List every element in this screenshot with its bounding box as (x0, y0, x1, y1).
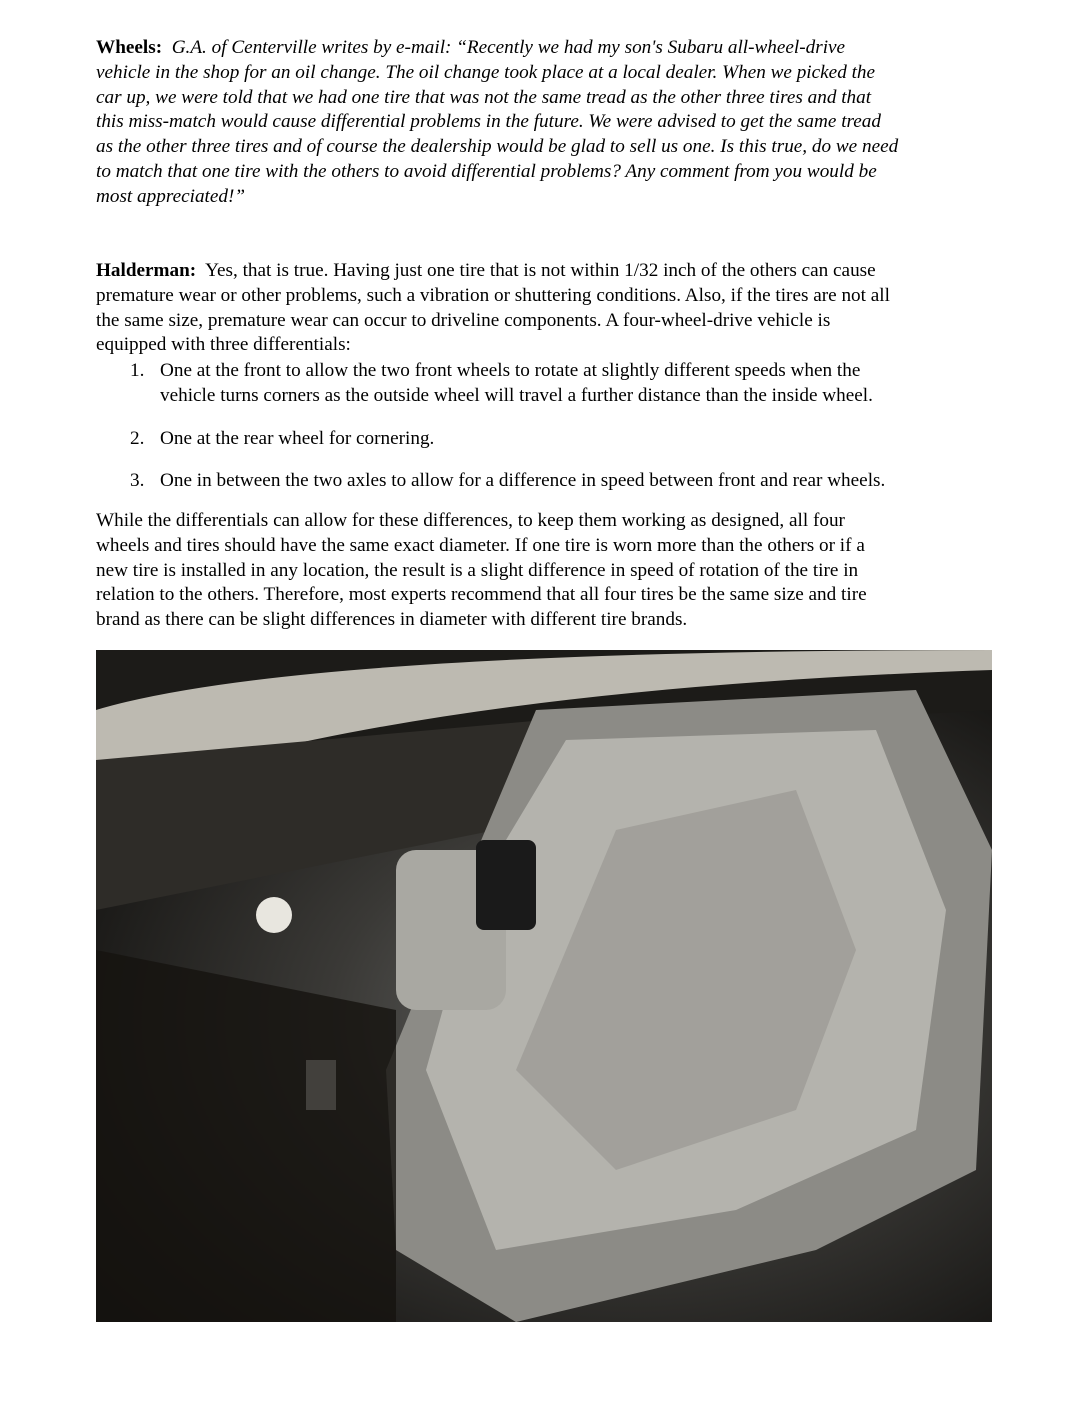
conclusion-line: relation to the others. Therefore, most experts recommend that all four tires be the same size and tire (96, 584, 867, 606)
question-line: most appreciated!” (96, 185, 246, 207)
differential-photo-drawing (96, 650, 992, 1322)
list-line: One at the front to allow the two front wheels to rotate at slightly different speeds when the (160, 360, 861, 381)
conclusion-line: wheels and tires should have the same exact diameter. If one tire is worn more than the others or if a (96, 534, 865, 556)
question-line: to match that one tire with the others to avoid differential problems? Any comment from you would be (96, 160, 877, 182)
answer-line: Yes, that is true. Having just one tire that is not within 1/32 inch of the others can cause (205, 260, 876, 281)
question-line: as the other three tires and of course the dealership would be glad to sell us one. Is this true, do we need (96, 136, 899, 158)
conclusion-paragraph (96, 509, 1016, 633)
question-label: Wheels: (96, 37, 163, 58)
list-item (130, 469, 1010, 494)
answer-line: premature wear or other problems, such a vibration or shuttering conditions. Also, if the tires are not all (96, 284, 890, 306)
conclusion-line: brand as there can be slight differences in diameter with different tire brands. (96, 609, 688, 631)
differential-photo (96, 650, 992, 1322)
list-number: 2. (130, 427, 145, 449)
list-number: 3. (130, 470, 145, 492)
answer-line: equipped with three differentials: (96, 334, 351, 356)
question-paragraph (96, 36, 1016, 210)
question-line: car up, we were told that we had one tire that was not the same tread as the other three tires and that (96, 86, 872, 108)
list-line: One in between the two axles to allow for a difference in speed between front and rear wheels. (160, 470, 886, 492)
question-line: this miss-match would cause differential problems in the future. We were advised to get the same tread (96, 111, 881, 133)
list-line: vehicle turns corners as the outside wheel will travel a further distance than the inside wheel. (160, 384, 873, 406)
question-line: vehicle in the shop for an oil change. The oil change took place at a local dealer. When we picked the (96, 61, 876, 83)
answer-label: Halderman: (96, 260, 197, 281)
list-number: 1. (130, 360, 145, 381)
list-item (130, 427, 1010, 452)
conclusion-line: new tire is installed in any location, the result is a slight difference in speed of rotation of the tire in (96, 559, 859, 581)
list-line: One at the rear wheel for cornering. (160, 427, 435, 449)
answer-line: the same size, premature wear can occur to driveline components. A four-wheel-drive vehicle is (96, 309, 831, 331)
question-line: G.A. of Centerville writes by e-mail: “Recently we had my son's Subaru all-wheel-drive (171, 37, 846, 58)
answer-paragraph (96, 259, 1016, 358)
conclusion-line: While the differentials can allow for these differences, to keep them working as designed, all four (96, 510, 845, 531)
list-item (130, 359, 1010, 409)
differentials-list (130, 359, 1010, 494)
